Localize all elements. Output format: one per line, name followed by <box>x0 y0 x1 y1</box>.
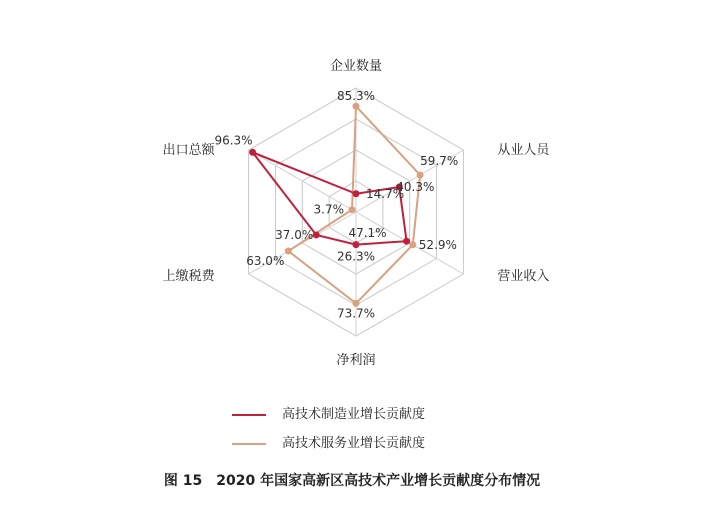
data-label-s1-2: 52.9% <box>418 237 457 252</box>
data-label-s0-0: 14.7% <box>366 186 405 201</box>
legend-item-services <box>232 434 532 454</box>
data-point-s1-0 <box>353 103 360 110</box>
data-point-s0-4 <box>313 231 320 238</box>
data-label-s1-5: 3.7% <box>313 202 345 217</box>
data-label-s0-3: 26.3% <box>336 249 376 264</box>
data-point-s1-4 <box>285 248 292 255</box>
data-point-s1-1 <box>417 171 424 178</box>
axis-label-0: 企业数量 <box>329 59 383 74</box>
legend-label-services: 高技术服务业增长贡献度 <box>282 436 426 451</box>
legend-item-manufacturing <box>232 405 532 425</box>
data-point-s0-3 <box>353 241 360 248</box>
axis-label-2: 营业收入 <box>497 269 550 284</box>
data-label-s0-1: 40.3% <box>396 180 435 195</box>
legend-swatch-manufacturing <box>232 414 266 416</box>
axis-label-1: 从业人员 <box>497 143 550 158</box>
data-label-s0-5: 96.3% <box>214 133 253 148</box>
data-label-s1-4: 63.0% <box>246 254 285 269</box>
legend-label-manufacturing: 高技术制造业增长贡献度 <box>282 407 426 422</box>
data-point-s0-2 <box>403 238 410 245</box>
data-label-s0-4: 37.0% <box>275 227 314 242</box>
data-point-s1-2 <box>409 241 416 248</box>
data-label-s1-1: 59.7% <box>420 153 459 168</box>
legend-swatch-services <box>232 443 266 445</box>
data-label-s1-0: 85.3% <box>336 89 376 104</box>
data-point-s1-5 <box>349 206 356 213</box>
data-point-s0-0 <box>353 190 360 197</box>
axis-label-4: 上缴税费 <box>162 269 215 284</box>
figure-caption: 图 15 2020 年国家高新区高技术产业增长贡献度分布情况 <box>163 473 541 489</box>
series-line-1 <box>288 106 420 303</box>
axis-label-3: 净利润 <box>336 353 376 368</box>
axis-label-5: 出口总额 <box>162 143 215 158</box>
data-point-s0-5 <box>249 149 256 156</box>
data-label-s1-3: 73.7% <box>336 306 376 321</box>
data-label-s0-2: 47.1% <box>348 226 387 241</box>
